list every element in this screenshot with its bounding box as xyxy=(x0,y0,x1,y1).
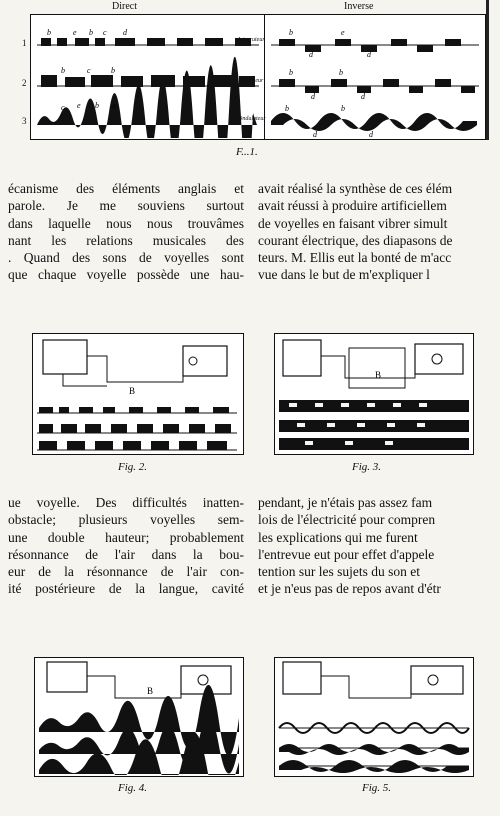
text-line: et je n'eus pas de repos avant d'étr xyxy=(258,581,441,597)
svg-text:b: b xyxy=(341,104,345,113)
text-line: eur de la résonnance de l'air con- xyxy=(8,564,244,580)
fig1-row-number-3: 3 xyxy=(22,116,27,126)
svg-text:b: b xyxy=(47,28,51,37)
svg-text:d: d xyxy=(367,50,371,59)
text-line: avait réalisé la synthèse de ces élém xyxy=(258,181,453,196)
fig3-drawing xyxy=(275,334,472,453)
text-line: de voyelles en faisant vibrer simult xyxy=(258,215,448,231)
svg-text:e: e xyxy=(113,101,117,110)
text-line: une double hauteur; probablement xyxy=(8,529,244,545)
text-line: écanisme des éléments anglais et xyxy=(8,181,244,196)
fig5-caption: Fig. 5. xyxy=(362,782,392,794)
svg-text:b: b xyxy=(289,68,293,77)
svg-text:B: B xyxy=(375,370,382,380)
fig1-label-pulsateur: Pulsateur xyxy=(240,78,264,84)
svg-text:d: d xyxy=(361,92,365,101)
svg-text:d: d xyxy=(123,28,127,37)
text-line: teurs. M. Ellis eut la bonté de m'acc xyxy=(258,250,452,266)
svg-text:c: c xyxy=(61,103,65,112)
fig1-label-interruteur: Interruteur xyxy=(238,37,265,43)
svg-text:b: b xyxy=(111,66,115,75)
svg-text:d: d xyxy=(369,130,373,138)
text-line: nant les relations musicales des xyxy=(8,232,244,248)
right-column-text-2 xyxy=(258,494,500,598)
text-line: . Quand des sons de voyelles sont xyxy=(8,250,244,266)
svg-text:B: B xyxy=(129,386,136,396)
svg-text:d: d xyxy=(311,92,315,101)
fig2-drawing xyxy=(33,334,242,453)
right-column-text-1 xyxy=(258,180,500,284)
fig1-inverse-waveforms xyxy=(265,15,484,138)
text-line: parole. Je me souviens surtout xyxy=(8,198,244,214)
fig4-drawing xyxy=(35,658,242,775)
fig4-caption: Fig. 4. xyxy=(118,782,148,794)
text-line: vue dans le but de m'expliquer l xyxy=(258,267,430,283)
fig4-panel xyxy=(34,657,244,777)
svg-text:b: b xyxy=(95,101,99,110)
svg-text:d: d xyxy=(309,50,313,59)
svg-text:e: e xyxy=(341,28,345,37)
svg-text:c: c xyxy=(103,28,107,37)
text-line: obstacle; plusieurs voyelles sem- xyxy=(8,512,244,528)
text-line: tention sur les sujets du son et xyxy=(258,564,420,580)
svg-text:B: B xyxy=(147,686,154,696)
fig1-direct-panel xyxy=(30,14,268,140)
text-line: les explications qui me furent xyxy=(258,529,418,545)
text-line: courant électrique, des diapasons de xyxy=(258,232,453,248)
fig1-header-direct: Direct xyxy=(112,1,137,12)
fig3-caption: Fig. 3. xyxy=(352,461,382,473)
right-margin-decoration xyxy=(486,0,489,140)
text-line: pendant, je n'étais pas assez fam xyxy=(258,495,433,510)
left-column-text-1 xyxy=(8,180,244,284)
svg-text:c: c xyxy=(87,66,91,75)
text-line: l'entrevue eut pour effet d'appele xyxy=(258,546,435,562)
svg-text:d: d xyxy=(313,130,317,138)
text-line: avait réussi à produire artificiellem xyxy=(258,198,447,214)
svg-text:e: e xyxy=(77,101,81,110)
text-line: ité postérieure de la langue, cavité xyxy=(8,581,244,597)
left-column-text-2 xyxy=(8,494,244,598)
svg-text:b: b xyxy=(89,28,93,37)
text-line: résonnance de l'air dans la bou- xyxy=(8,546,244,562)
fig1-caption: F...1. xyxy=(236,146,258,158)
text-line: que chaque voyelle possède une hau- xyxy=(8,267,244,283)
fig1-inverse-panel xyxy=(264,14,486,140)
text-line: dans laquelle nous nous trouvâmes xyxy=(8,215,244,231)
fig1-row-number-2: 2 xyxy=(22,78,27,88)
text-line: ue voyelle. Des difficultés inatten- xyxy=(8,495,244,510)
svg-text:e: e xyxy=(73,28,77,37)
svg-text:b: b xyxy=(285,104,289,113)
svg-text:b: b xyxy=(339,68,343,77)
svg-text:b: b xyxy=(289,28,293,37)
fig2-panel xyxy=(32,333,244,455)
fig3-panel xyxy=(274,333,474,455)
fig1-header-inverse: Inverse xyxy=(344,1,374,12)
fig1-direct-waveforms xyxy=(31,15,266,138)
fig5-panel xyxy=(274,657,474,777)
text-line: lois de l'électricité pour compren xyxy=(258,512,436,528)
svg-text:b: b xyxy=(61,66,65,75)
fig1-label-ondulateur: Ondulateur xyxy=(238,116,266,122)
fig1-row-number-1: 1 xyxy=(22,38,27,48)
fig2-caption: Fig. 2. xyxy=(118,461,148,473)
fig5-drawing xyxy=(275,658,472,775)
